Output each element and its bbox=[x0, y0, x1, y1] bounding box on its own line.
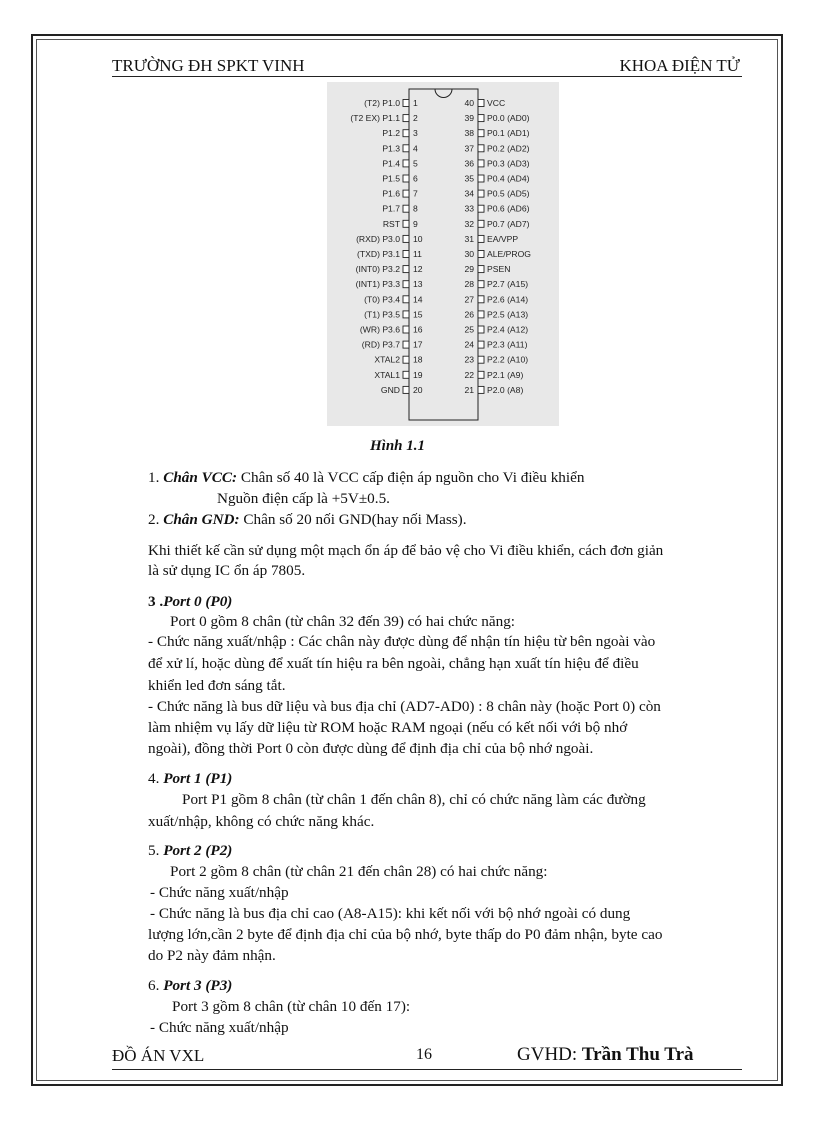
pin-label-right: P2.6 (A14) bbox=[487, 294, 529, 305]
pin-number-right: 37 bbox=[464, 143, 474, 154]
pin-label-right: P0.0 (AD0) bbox=[487, 113, 530, 124]
pin-label-right: EA/VPP bbox=[487, 233, 519, 244]
pin-label-right: P2.7 (A15) bbox=[487, 279, 529, 290]
page-header bbox=[112, 56, 740, 76]
pin-label-left: (RD) P3.7 bbox=[361, 339, 400, 350]
pin-square-right bbox=[478, 356, 484, 363]
pin-label-left: (T0) P3.4 bbox=[364, 294, 400, 305]
pin-label-right: P2.4 (A12) bbox=[487, 324, 529, 335]
section-vcc-line2: Nguồn điện cấp là +5V±0.5. bbox=[217, 490, 390, 507]
pin-square-right bbox=[478, 190, 484, 197]
pin-label-right: VCC bbox=[487, 98, 506, 108]
pin-label-left: XTAL2 bbox=[374, 354, 400, 365]
pin-square-right bbox=[478, 296, 484, 303]
port0-line: - Chức năng xuất/nhập : Các chân này được dùng để nhận tín hiệu từ bên ngoài vào bbox=[148, 633, 656, 650]
pin-label-right: P0.5 (AD5) bbox=[487, 188, 530, 199]
section-port0-number: 3 . bbox=[148, 593, 164, 610]
pin-label-left: (RXD) P3.0 bbox=[356, 233, 400, 244]
pin-square-left bbox=[403, 205, 409, 212]
footer-rule bbox=[112, 1069, 742, 1070]
ic-pinout-diagram bbox=[327, 82, 559, 426]
pin-square-left bbox=[403, 266, 409, 273]
pin-square-left bbox=[403, 175, 409, 182]
pin-number-left: 15 bbox=[413, 309, 423, 320]
section-gnd-number: 2. bbox=[148, 511, 160, 528]
pin-number-left: 10 bbox=[413, 233, 423, 244]
pin-number-right: 34 bbox=[464, 188, 474, 199]
pin-square-right bbox=[478, 205, 484, 212]
section-vcc bbox=[148, 468, 584, 488]
pin-number-right: 24 bbox=[464, 339, 474, 350]
section-port3-title: Port 3 (P3) bbox=[163, 977, 233, 994]
pin-number-left: 18 bbox=[413, 354, 423, 365]
pin-label-right: P0.4 (AD4) bbox=[487, 173, 530, 184]
para-regulator-1: Khi thiết kế cần sử dụng một mạch ổn áp để bảo vệ cho Vi điều khiển, cách đơn giản bbox=[148, 542, 664, 559]
section-port2-title: Port 2 (P2) bbox=[163, 842, 233, 859]
pin-number-left: 19 bbox=[413, 369, 423, 380]
port2-line: - Chức năng là bus địa chỉ cao (A8-A15): khi kết nối với bộ nhớ ngoài có dung bbox=[150, 905, 631, 922]
pin-number-right: 21 bbox=[464, 384, 474, 395]
pin-number-left: 1 bbox=[413, 98, 418, 108]
port0-line: ngoài), đồng thời Port 0 còn được dùng để định địa chỉ của bộ nhớ ngoài. bbox=[148, 740, 594, 757]
pin-square-right bbox=[478, 311, 484, 318]
pin-number-right: 36 bbox=[464, 158, 474, 169]
pin-number-right: 38 bbox=[464, 128, 474, 139]
port0-line: Port 0 gồm 8 chân (từ chân 32 đến 39) có hai chức năng: bbox=[170, 613, 516, 630]
pin-number-left: 11 bbox=[413, 249, 422, 259]
port2-line: - Chức năng xuất/nhập bbox=[150, 884, 289, 901]
pin-label-right: P2.1 (A9) bbox=[487, 369, 524, 380]
pin-label-left: P1.6 bbox=[382, 188, 400, 199]
para-regulator-2: là sử dụng IC ổn áp 7805. bbox=[148, 562, 306, 579]
pin-number-left: 7 bbox=[413, 188, 418, 199]
pin-number-right: 32 bbox=[464, 218, 474, 229]
header-rule bbox=[112, 76, 742, 77]
section-gnd-text: Chân số 20 nối GND(hay nối Mass). bbox=[239, 511, 467, 528]
port0-line: khiển led đơn sáng tắt. bbox=[148, 677, 286, 694]
pin-label-left: (T1) P3.5 bbox=[364, 309, 400, 320]
pin-number-right: 30 bbox=[464, 249, 474, 259]
port0-line: để xử lí, hoặc dùng để xuất tín hiệu ra bên ngoài, chẳng hạn xuất tín hiệu để điều bbox=[148, 655, 639, 672]
pin-square-right bbox=[478, 160, 484, 167]
pin-label-right: P0.7 (AD7) bbox=[487, 218, 530, 229]
pin-number-right: 29 bbox=[464, 264, 474, 275]
port3-line: Port 3 gồm 8 chân (từ chân 10 đến 17): bbox=[172, 998, 411, 1015]
pin-label-left: (TXD) P3.1 bbox=[357, 249, 400, 259]
pin-square-left bbox=[403, 371, 409, 378]
pin-number-right: 23 bbox=[464, 354, 474, 365]
pin-square-right bbox=[478, 371, 484, 378]
pin-number-left: 6 bbox=[413, 173, 418, 184]
pin-number-right: 35 bbox=[464, 173, 474, 184]
section-port1-heading bbox=[148, 769, 232, 789]
pin-label-right: P0.3 (AD3) bbox=[487, 158, 530, 169]
pin-number-right: 39 bbox=[464, 113, 474, 124]
pin-square-right bbox=[478, 251, 484, 258]
pin-square-left bbox=[403, 100, 409, 107]
port1-line: xuất/nhập, không có chức năng khác. bbox=[148, 813, 375, 830]
pin-number-left: 3 bbox=[413, 128, 418, 139]
pin-label-left: GND bbox=[380, 384, 400, 395]
section-port2-number: 5. bbox=[148, 842, 160, 859]
pin-square-right bbox=[478, 266, 484, 273]
pinout-figure bbox=[327, 82, 559, 426]
pin-square-right bbox=[478, 145, 484, 152]
pin-number-right: 40 bbox=[464, 98, 474, 108]
footer-course: ĐỒ ÁN VXL bbox=[112, 1046, 205, 1065]
figure-caption: Hình 1.1 bbox=[370, 438, 426, 454]
pin-square-left bbox=[403, 281, 409, 288]
pin-label-right: P0.2 (AD2) bbox=[487, 143, 530, 154]
pin-square-right bbox=[478, 175, 484, 182]
page-footer bbox=[112, 1044, 742, 1068]
pin-square-left bbox=[403, 130, 409, 137]
pin-number-left: 20 bbox=[413, 384, 423, 395]
pin-square-right bbox=[478, 130, 484, 137]
pin-square-right bbox=[478, 281, 484, 288]
pin-label-right: P0.1 (AD1) bbox=[487, 128, 530, 139]
pin-label-left: (WR) P3.6 bbox=[359, 324, 400, 335]
footer-page-number: 16 bbox=[416, 1046, 432, 1063]
pin-number-right: 22 bbox=[464, 369, 474, 380]
pin-label-left: XTAL1 bbox=[374, 369, 400, 380]
pin-square-right bbox=[478, 341, 484, 348]
footer-advisor-name: Trần Thu Trà bbox=[581, 1044, 694, 1065]
port2-line: Port 2 gồm 8 chân (từ chân 21 đến chân 28) có hai chức năng: bbox=[170, 863, 548, 880]
pin-square-left bbox=[403, 115, 409, 122]
pin-number-left: 2 bbox=[413, 113, 418, 124]
pin-label-left: P1.4 bbox=[382, 158, 400, 169]
pin-number-left: 9 bbox=[413, 218, 418, 229]
pin-label-left: (T2) P1.0 bbox=[364, 98, 400, 108]
section-port2-heading bbox=[148, 841, 232, 861]
pin-label-right: P2.2 (A10) bbox=[487, 354, 529, 365]
section-vcc-text: Chân số 40 là VCC cấp điện áp nguồn cho Vi điều khiển bbox=[237, 469, 585, 486]
header-faculty: KHOA ĐIỆN TỬ bbox=[619, 56, 740, 75]
pin-square-right bbox=[478, 326, 484, 333]
section-port1-number: 4. bbox=[148, 770, 160, 787]
pin-number-left: 8 bbox=[413, 203, 418, 214]
pin-number-left: 16 bbox=[413, 324, 423, 335]
pin-square-left bbox=[403, 235, 409, 242]
pin-square-right bbox=[478, 235, 484, 242]
pin-square-left bbox=[403, 326, 409, 333]
section-port3-number: 6. bbox=[148, 977, 160, 994]
section-port0-heading bbox=[148, 592, 232, 612]
pin-label-left: P1.7 bbox=[382, 203, 400, 214]
pin-square-left bbox=[403, 160, 409, 167]
pin-number-left: 13 bbox=[413, 279, 423, 290]
section-vcc-title: Chân VCC: bbox=[163, 469, 238, 486]
pin-square-left bbox=[403, 296, 409, 303]
pin-label-left: RST bbox=[382, 218, 400, 229]
pin-label-right: P0.6 (AD6) bbox=[487, 203, 530, 214]
pin-square-left bbox=[403, 341, 409, 348]
pin-square-left bbox=[403, 190, 409, 197]
pin-label-left: P1.2 bbox=[382, 128, 400, 139]
pin-label-right: ALE/PROG bbox=[487, 249, 531, 259]
pin-number-right: 25 bbox=[464, 324, 474, 335]
pin-number-left: 14 bbox=[413, 294, 423, 305]
pin-square-left bbox=[403, 311, 409, 318]
pin-square-left bbox=[403, 386, 409, 393]
port0-line: - Chức năng là bus dữ liệu và bus địa chỉ (AD7-AD0) : 8 chân này (hoặc Port 0) còn bbox=[148, 698, 661, 715]
pin-square-right bbox=[478, 115, 484, 122]
footer-advisor bbox=[517, 1044, 694, 1066]
pin-number-right: 26 bbox=[464, 309, 474, 320]
pin-number-left: 5 bbox=[413, 158, 418, 169]
header-school: TRƯỜNG ĐH SPKT VINH bbox=[112, 56, 305, 75]
pin-label-left: (INT0) P3.2 bbox=[355, 264, 400, 275]
pin-number-right: 27 bbox=[464, 294, 474, 305]
pin-label-right: PSEN bbox=[487, 264, 511, 275]
section-gnd bbox=[148, 510, 467, 530]
pin-number-left: 12 bbox=[413, 264, 423, 275]
port2-line: do P2 này đảm nhận. bbox=[148, 947, 276, 964]
pin-label-right: P2.3 (A11) bbox=[487, 339, 528, 350]
pin-square-right bbox=[478, 386, 484, 393]
pin-number-left: 17 bbox=[413, 339, 423, 350]
section-vcc-number: 1. bbox=[148, 469, 160, 486]
pin-square-right bbox=[478, 100, 484, 107]
section-port0-title: Port 0 (P0) bbox=[163, 593, 233, 610]
port0-line: làm nhiệm vụ lấy dữ liệu từ ROM hoặc RAM ngoại (nếu có kết nối với bộ nhớ bbox=[148, 719, 628, 736]
pin-label-left: P1.3 bbox=[382, 143, 400, 154]
pin-number-left: 4 bbox=[413, 143, 418, 154]
pin-square-left bbox=[403, 145, 409, 152]
pin-square-left bbox=[403, 356, 409, 363]
pin-square-left bbox=[403, 251, 409, 258]
pin-label-left: (T2 EX) P1.1 bbox=[350, 113, 400, 124]
section-port3-heading bbox=[148, 976, 232, 996]
port2-line: lượng lớn,cần 2 byte để định địa chỉ của bộ nhớ, byte thấp do P0 đảm nhận, byte cao bbox=[148, 926, 663, 943]
pin-label-left: (INT1) P3.3 bbox=[355, 279, 400, 290]
section-port1-title: Port 1 (P1) bbox=[163, 770, 233, 787]
section-gnd-title: Chân GND: bbox=[163, 511, 240, 528]
port3-line: - Chức năng xuất/nhập bbox=[150, 1019, 289, 1036]
pin-number-right: 28 bbox=[464, 279, 474, 290]
pin-label-left: P1.5 bbox=[382, 173, 400, 184]
pin-square-left bbox=[403, 220, 409, 227]
footer-gvhd-label: GVHD: bbox=[517, 1044, 578, 1065]
pin-label-right: P2.5 (A13) bbox=[487, 309, 529, 320]
port1-line: Port P1 gồm 8 chân (từ chân 1 đến chân 8), chỉ có chức năng làm các đường bbox=[182, 791, 646, 808]
pin-square-right bbox=[478, 220, 484, 227]
pin-number-right: 31 bbox=[464, 233, 474, 244]
pin-label-right: P2.0 (A8) bbox=[487, 384, 524, 395]
ic-notch bbox=[435, 89, 452, 98]
pin-number-right: 33 bbox=[464, 203, 474, 214]
